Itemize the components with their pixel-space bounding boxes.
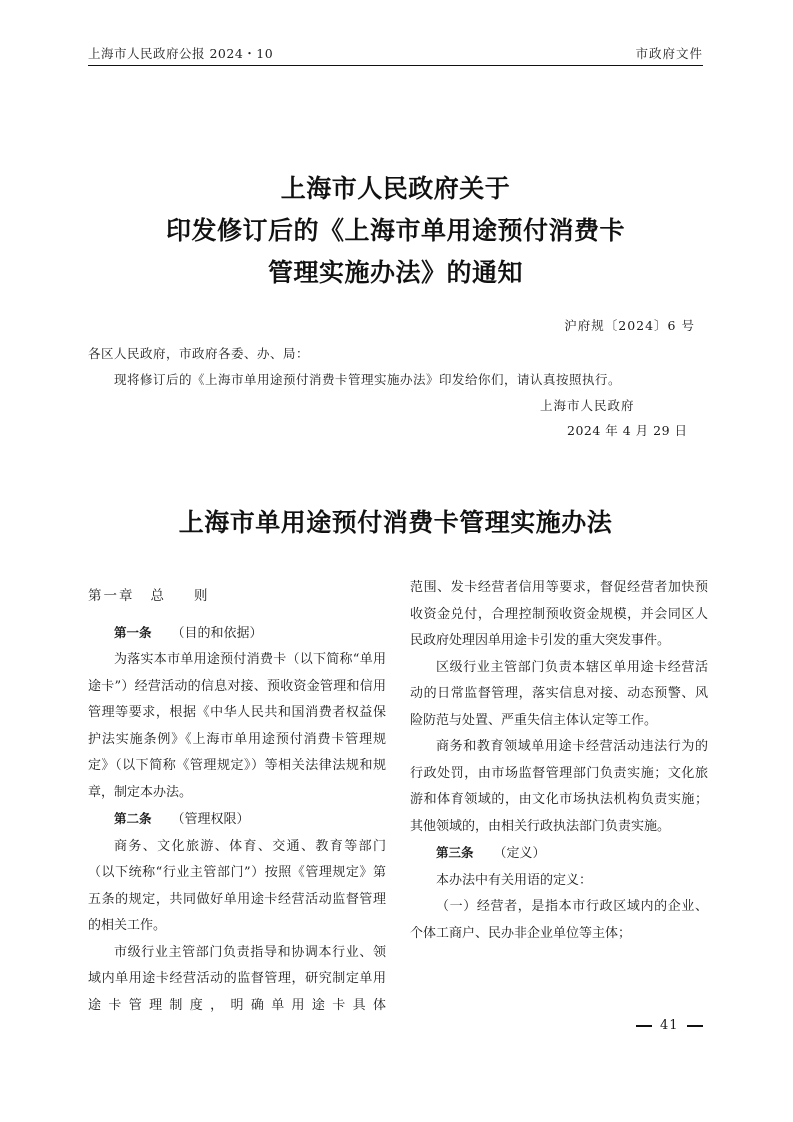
chapter-name-2: 则 xyxy=(194,588,210,604)
notice-title xyxy=(88,168,703,294)
article-label: 第二条 xyxy=(114,811,152,826)
addressee: 各区人民政府，市政府各委、办、局： xyxy=(88,346,310,361)
paragraph: 区级行业主管部门负责本辖区单用途卡经营活动的日常监督管理，落实信息对接、动态预警、风险防范与处置、严重失信主体认定等工作。 xyxy=(410,659,708,728)
document-title: 上海市单用途预付消费卡管理实施办法 xyxy=(178,508,613,537)
signature: 上海市人民政府 xyxy=(540,398,635,413)
right-column xyxy=(410,575,708,947)
document-number: 沪府规〔2024〕6 号 xyxy=(564,318,695,333)
publication-name: 上海市人民政府公报 2024・10 xyxy=(88,46,274,61)
notice-title-line: 管理实施办法》的通知 xyxy=(267,258,523,287)
notice-title-line: 印发修订后的《上海市单用途预付消费卡 xyxy=(165,216,625,245)
paragraph: 为落实本市单用途预付消费卡（以下简称“单用途卡”）经营活动的信息对接、预收资金管理和信用管理等要求，根据《中华人民共和国消费者权益保护法实施条例》《上海市单用途预付消费卡管理规定》（以下简称《管理规定》）等相关法律法规和规章，制定本办法。 xyxy=(88,652,386,800)
chapter-number: 第一章 xyxy=(88,588,135,604)
article-heading xyxy=(88,806,386,834)
section-name: 市政府文件 xyxy=(635,46,703,61)
dash-left xyxy=(636,1025,652,1027)
article-topic: （目的和依据） xyxy=(171,625,263,641)
paragraph: 本办法中有关用语的定义： xyxy=(436,872,593,888)
paragraph: 商务和教育领域单用途卡经营活动违法行为的行政处罚，由市场监督管理部门负责实施；文化旅游和体育领域的，由文化市场执法机构负责实施；其他领域的，由相关行政执法部门负责实施。 xyxy=(410,739,708,834)
chapter-name-1: 总 xyxy=(150,588,166,604)
running-header xyxy=(88,40,703,64)
article-topic: （定义） xyxy=(493,846,546,861)
chapter-heading xyxy=(88,583,386,610)
page-number xyxy=(628,1018,711,1033)
article-heading xyxy=(410,840,708,868)
dash-right xyxy=(687,1025,703,1027)
article-topic: （管理权限） xyxy=(171,812,250,827)
issue-date: 2024 年 4 月 29 日 xyxy=(567,423,688,438)
paragraph-continued: 范围、发卡经营者信用等要求，督促经营者加快预收资金兑付，合理控制预收资金规模，并会同区人民政府处理因单用途卡引发的重大突发事件。 xyxy=(410,580,708,648)
article-heading xyxy=(88,620,386,648)
paragraph: （一）经营者，是指本市行政区域内的企业、个体工商户、民办非企业单位等主体； xyxy=(410,899,708,941)
page-number-value: 41 xyxy=(660,1018,679,1033)
article-label: 第一条 xyxy=(114,624,152,640)
paragraph: 市级行业主管部门负责指导和协调本行业、领域内单用途卡经营活动的监督管理，研究制定单用途卡管理制度，明确单用途卡具体 xyxy=(88,944,386,1013)
notice-body: 现将修订后的《上海市单用途预付消费卡管理实施办法》印发给你们，请认真按照执行。 xyxy=(114,372,622,387)
left-column xyxy=(88,575,386,1019)
paragraph: 商务、文化旅游、体育、交通、教育等部门（以下统称“行业主管部门”）按照《管理规定》第五条的规定，共同做好单用途卡经营活动监督管理的相关工作。 xyxy=(88,838,386,933)
article-label: 第三条 xyxy=(436,845,474,860)
header-rule xyxy=(88,65,703,66)
notice-title-line: 上海市人民政府关于 xyxy=(280,174,511,203)
